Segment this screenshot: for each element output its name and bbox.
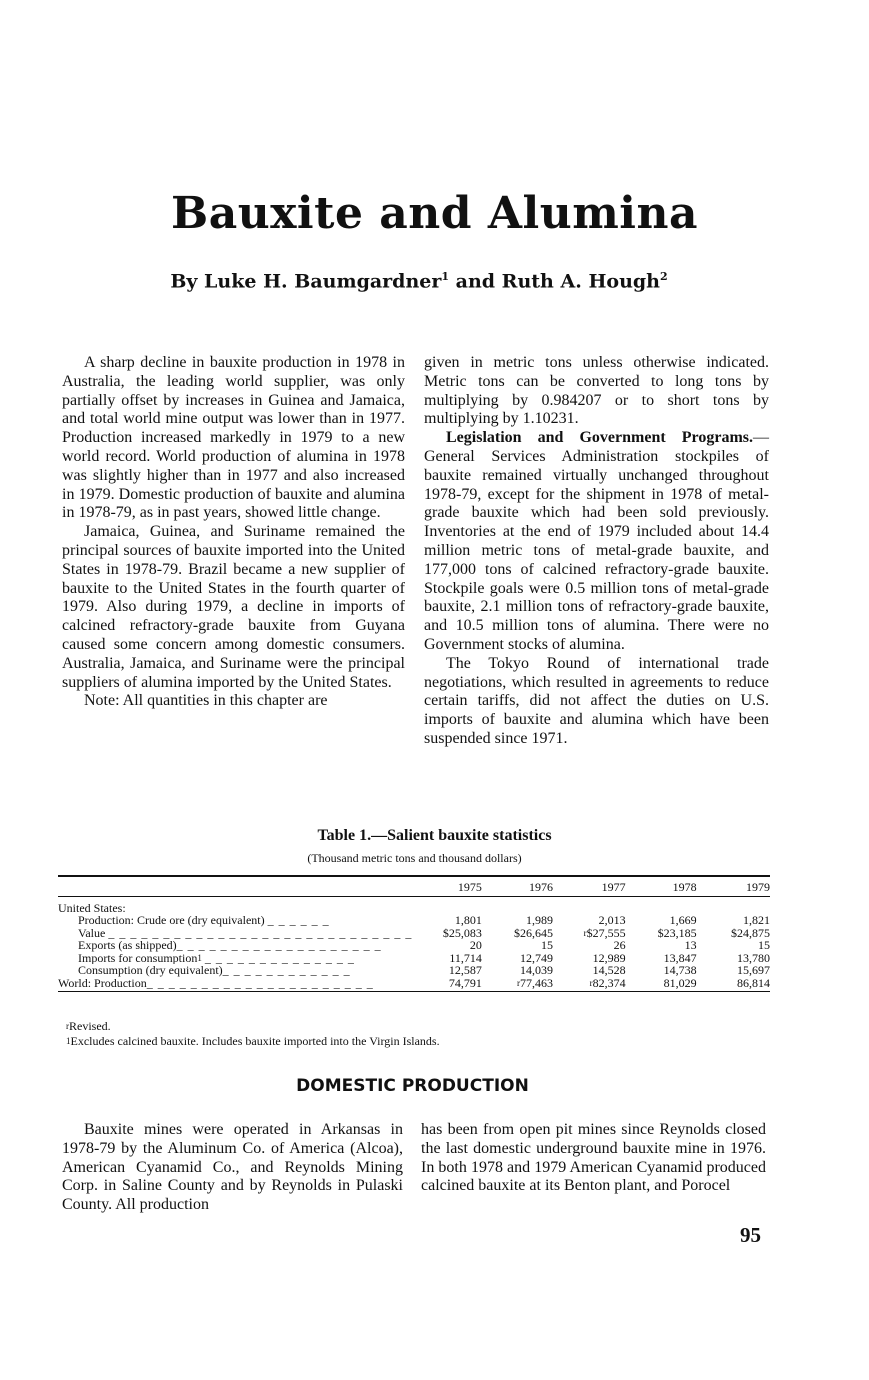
table-cell: 74,791 bbox=[412, 977, 482, 992]
table-cell: 20 bbox=[469, 938, 482, 952]
table-row-label: Production: Crude ore (dry equivalent) _ _ _ _ _ _ bbox=[78, 914, 330, 927]
table-cell: $23,185 bbox=[657, 925, 697, 940]
table-header-row bbox=[58, 876, 770, 896]
table-cell: 13,847 bbox=[663, 950, 697, 965]
table-cell: 15,697 bbox=[737, 963, 770, 977]
table-row bbox=[58, 927, 770, 940]
section-heading: DOMESTIC PRODUCTION bbox=[296, 1076, 529, 1096]
table-cell: 86,814 bbox=[697, 977, 770, 992]
intro-column-right bbox=[424, 354, 769, 749]
table-subtitle: (Thousand metric tons and thousand dollars) bbox=[307, 851, 522, 865]
table-cell: $25,083 bbox=[442, 925, 482, 940]
table-row-label: Imports for consumption$^1$ _ _ _ _ _ _ _ _ _ _ _ _ _ _ bbox=[78, 951, 355, 964]
table-cell: 1,989 bbox=[525, 913, 553, 927]
table-cell: 12,989 bbox=[592, 950, 626, 965]
tokyo-round-paragraph: The Tokyo Round of international trade negotiations, which resulted in agreements to reduce certain tariffs, did not affect the duties on U.S. imports of bauxite and alumina which have been suspended since 1971. bbox=[424, 654, 769, 747]
table-cell: $26,645 bbox=[513, 925, 553, 940]
author-1-footnote-mark: 1 bbox=[441, 270, 450, 283]
table-row-label: Value _ _ _ _ _ _ _ _ _ _ _ _ _ _ _ _ _ _ _ _ _ _ _ _ _ _ _ _ bbox=[78, 926, 413, 939]
table-cell: 14,738 bbox=[663, 963, 697, 977]
table-footnotes bbox=[66, 1019, 440, 1049]
table-cell: 81,029 bbox=[626, 977, 697, 992]
table-row bbox=[58, 939, 770, 952]
author-1: By Luke H. Baumgardner bbox=[170, 270, 442, 293]
authors-line bbox=[0, 270, 838, 292]
table-cell: $^r$82,374 bbox=[553, 977, 626, 992]
intro-paragraph-2: Jamaica, Guinea, and Suriname remained the principal sources of bauxite imported into the United States in 1978-79. Brazil became a new supplier of bauxite to the United States in the fourth quarter of 1979. Also during 1979, a decline in imports of calcined refractory-grade bauxite from Guyana caused some concern among domestic consumers. Australia, Jamaica, and Suriname were the principal suppliers of alumina imported by the United States. bbox=[62, 523, 405, 691]
intro-column-left bbox=[62, 354, 405, 711]
table-header-label bbox=[58, 876, 412, 896]
table-cell: 13,780 bbox=[737, 950, 770, 965]
table-row-label: Exports (as shipped)_ _ _ _ _ _ _ _ _ _ _ _ _ _ _ _ _ _ _ bbox=[78, 939, 382, 952]
revised-mark: r bbox=[589, 977, 593, 988]
table-row bbox=[58, 914, 770, 927]
footnote-revised: $^r$Revised. bbox=[66, 1019, 111, 1033]
table-row-label: World: Production_ _ _ _ _ _ _ _ _ _ _ _ _ _ _ _ _ _ _ _ _ bbox=[58, 977, 412, 992]
domestic-paragraph-continued: has been from open pit mines since Reynolds closed the last domestic underground bauxite mine in 1976. In both 1978 and 1979 American Cyanamid produced calcined bauxite at its Benton plant, and Porocel bbox=[421, 1121, 766, 1195]
table-cell: 14,528 bbox=[592, 963, 626, 977]
table-group-label: United States: bbox=[58, 900, 126, 914]
table-cell: 12,587 bbox=[448, 963, 482, 977]
intro-paragraph-1: A sharp decline in bauxite production in 1978 in Australia, the leading world supplier, was only partially offset by increases in Guinea and Jamaica, and total world mine output was lower than in 1977. Production increased markedly in 1979 to a new world record. World production of alumina in 1978 was slightly higher than in 1977 and also increased in 1979. Domestic production of bauxite and alumina in 1978-79, as in past years, showed little change. bbox=[62, 354, 405, 522]
domestic-column-left bbox=[62, 1121, 403, 1215]
legislation-paragraph bbox=[424, 429, 769, 655]
table-cell: 1,801 bbox=[454, 913, 482, 927]
intro-paragraph-3-continued: given in metric tons unless otherwise indicated. Metric tons can be converted to long tons by multiplying by 0.984207 or to short tons by multiplying by 1.10231. bbox=[424, 354, 769, 428]
table-cell: 11,714 bbox=[449, 950, 482, 965]
table-cell: 12,749 bbox=[519, 950, 553, 965]
table-cell: 15 bbox=[758, 938, 770, 952]
table-cell: $^r$77,463 bbox=[482, 977, 553, 992]
table-header-year: 1978 bbox=[626, 876, 697, 896]
domestic-column-right bbox=[421, 1121, 766, 1196]
table-cell: 14,039 bbox=[519, 963, 553, 977]
domestic-paragraph-start: Bauxite mines were operated in Arkansas in 1978-79 by the Aluminum Co. of America (Alcoa), American Cyanamid Co., and Reynolds Mining Corp. in Saline County and by Reynolds in Pulaski County. All production bbox=[62, 1121, 403, 1214]
table-header-year: 1979 bbox=[697, 876, 770, 896]
revised-mark: r bbox=[583, 927, 587, 938]
table-cell: 13 bbox=[684, 938, 697, 952]
table-header-year: 1976 bbox=[482, 876, 553, 896]
table-row-label: Consumption (dry equivalent)_ _ _ _ _ _ _ _ _ _ _ _ bbox=[78, 964, 351, 977]
chapter-title: Bauxite and Alumina bbox=[171, 188, 698, 239]
intro-paragraph-3-start: Note: All quantities in this chapter are bbox=[84, 692, 328, 710]
author-2: and Ruth A. Hough bbox=[449, 270, 660, 293]
table-cell: $^r$\$27,555 bbox=[583, 925, 626, 940]
table-row-world bbox=[58, 977, 770, 992]
table-cell: 1,821 bbox=[743, 913, 770, 927]
table-row bbox=[58, 964, 770, 977]
footnote-1: $^1$Excludes calcined bauxite. Includes bauxite imported into the Virgin Islands. bbox=[66, 1034, 440, 1048]
table-cell: 1,669 bbox=[669, 913, 697, 927]
author-2-footnote-mark: 2 bbox=[660, 270, 668, 283]
revised-mark: r bbox=[516, 977, 520, 988]
table-group-row bbox=[58, 896, 770, 914]
legislation-text: —General Services Administration stockpiles of bauxite remained virtually unchanged throughout 1978-79, except for the shipment in 1978 of metal-grade bauxite which had been sold previously. Inventories at the end of 1979 included about 14.4 million metric tons of metal-grade bauxite, and 177,000 tons of calcined refractory-grade bauxite. Stockpile goals were 0.5 million tons of metal-grade bauxite, 2.1 million tons of refractory-grade bauxite, and 10.5 million tons of alumina. There were no Government stocks of alumina. bbox=[424, 429, 769, 653]
table-title: Table 1.—Salient bauxite statistics bbox=[317, 827, 552, 844]
table-cell: 26 bbox=[613, 938, 626, 952]
footnote-1-mark: 1 bbox=[197, 952, 202, 963]
legislation-heading: Legislation and Government Programs. bbox=[446, 429, 753, 447]
table-cell: $24,875 bbox=[731, 925, 770, 940]
table-cell: 2,013 bbox=[598, 913, 626, 927]
page-number: 95 bbox=[740, 1223, 761, 1247]
table-cell: 15 bbox=[540, 938, 553, 952]
salient-statistics-table bbox=[58, 875, 770, 992]
table-header-year: 1977 bbox=[553, 876, 626, 896]
table-header-year: 1975 bbox=[412, 876, 482, 896]
